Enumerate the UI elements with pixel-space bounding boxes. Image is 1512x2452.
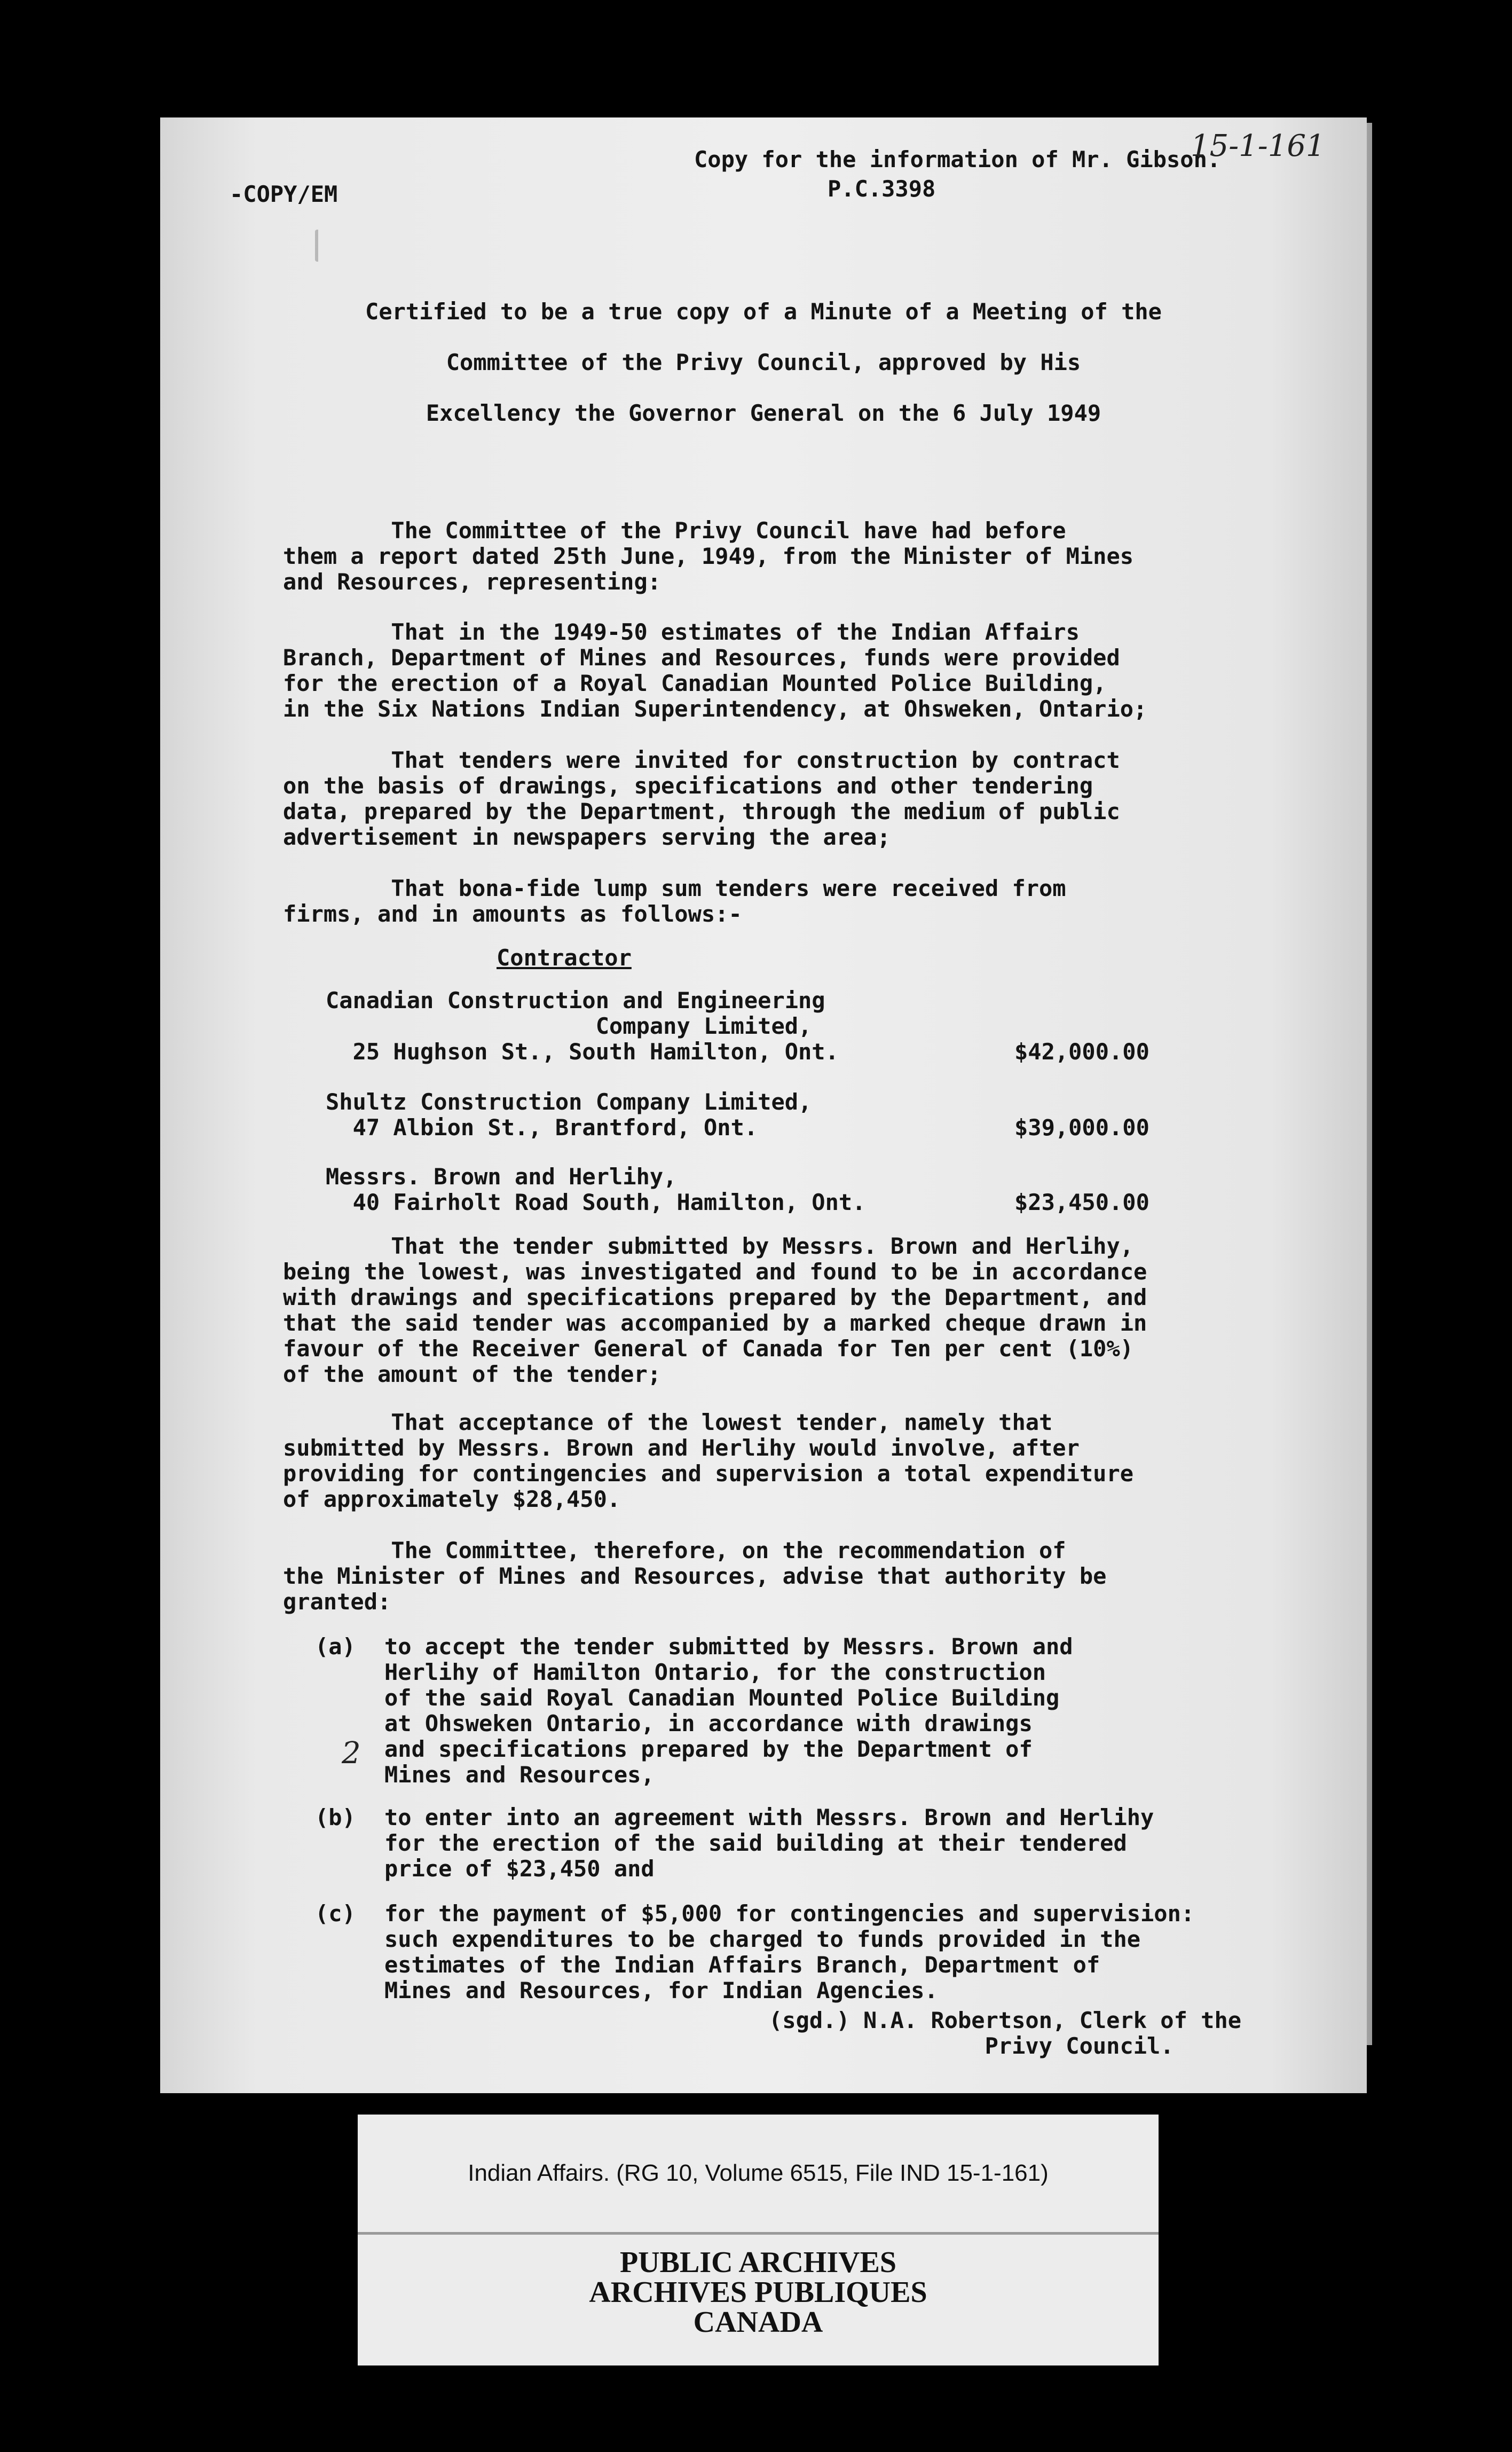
item-a-marker: (a) xyxy=(315,1633,356,1660)
archive-reference: Indian Affairs. (RG 10, Volume 6515, File IND 15-1-161) xyxy=(358,2115,1159,2235)
certification-line-1: Certified to be a true copy of a Minute of a Meeting of the xyxy=(365,298,1162,325)
archive-line-2: ARCHIVES PUBLIQUES xyxy=(589,2276,927,2309)
contractor-1-address: 25 Hughson St., South Hamilton, Ont. xyxy=(326,1039,839,1065)
copy-mark: -COPY/EM xyxy=(230,181,338,207)
pc-number: P.C.3398 xyxy=(828,176,936,202)
margin-mark: 2 xyxy=(342,1736,361,1771)
contractor-2-amount: $39,000.00 xyxy=(1014,1114,1149,1141)
item-c-text: for the payment of $5,000 for contingencies and supervision: such expenditures to be charged to funds provided in the estimates of the Indian Affairs Branch, Department of Mines and Resources, for Indian Agencies. xyxy=(384,1900,1195,2003)
contractor-1-amount: $42,000.00 xyxy=(1014,1039,1149,1065)
contractor-3-name: Messrs. Brown and Herlihy, xyxy=(326,1164,677,1190)
item-a-text: to accept the tender submitted by Messrs. Brown and Herlihy of Hamilton Ontario, for the construction of the said Royal Canadian Mounted Police Building at Ohsweken Ontario, in accordance with drawings and specifications prepared by the Department of Mines and Resources, xyxy=(384,1633,1073,1788)
item-b-marker: (b) xyxy=(315,1804,356,1830)
copy-info: Copy for the information of Mr. Gibson. xyxy=(694,146,1221,172)
archive-label xyxy=(358,2115,1159,2365)
item-c-marker: (c) xyxy=(315,1900,356,1927)
paragraph-lowest-tender: That the tender submitted by Messrs. Brown and Herlihy, being the lowest, was investigated and found to be in accordance with drawings and specifications prepared by the Department, and that the said tender was accompanied by a marked cheque drawn in favour of the Receiver General of Canada for Ten per cent (10%) of the amount of the tender; xyxy=(283,1233,1147,1387)
paragraph-estimates: That in the 1949-50 estimates of the Indian Affairs Branch, Department of Mines and Resources, funds were provided for the erection of a Royal Canadian Mounted Police Building, in the Six Nations Indian Superintendency, at Ohsweken, Ontario; xyxy=(283,619,1147,722)
certification-line-3: Excellency the Governor General on the 6 July 1949 xyxy=(426,400,1101,426)
archive-stamp xyxy=(358,2235,1159,2365)
paragraph-committee: The Committee, therefore, on the recommendation of the Minister of Mines and Resources, advise that authority be granted: xyxy=(283,1537,1107,1615)
paragraph-tenders-received: That bona-fide lump sum tenders were received from firms, and in amounts as follows:- xyxy=(283,875,1066,927)
archive-line-1: PUBLIC ARCHIVES xyxy=(619,2246,897,2279)
typed-minute xyxy=(160,117,1367,2093)
certification-line-2: Committee of the Privy Council, approved by His xyxy=(446,349,1081,375)
item-b-text: to enter into an agreement with Messrs. Brown and Herlihy for the erection of the said building at their tendered price of $23,450 and xyxy=(384,1804,1154,1882)
signature: (sgd.) N.A. Robertson, Clerk of the Privy Council. xyxy=(769,2007,1242,2059)
contractor-2-name: Shultz Construction Company Limited, xyxy=(326,1089,812,1115)
contractor-1-name: Canadian Construction and Engineering Company Limited, xyxy=(326,987,825,1039)
contractor-heading: Contractor xyxy=(497,945,632,971)
paragraph-intro: The Committee of the Privy Council have had before them a report dated 25th June, 1949, from the Minister of Mines and Resources, representing: xyxy=(283,517,1134,595)
contractor-3-address: 40 Fairholt Road South, Hamilton, Ont. xyxy=(326,1189,866,1215)
handwritten-file-number: 15-1-161 xyxy=(1191,129,1325,163)
contractor-3-amount: $23,450.00 xyxy=(1014,1189,1149,1215)
document-page xyxy=(160,117,1367,2093)
archive-line-3: CANADA xyxy=(693,2306,823,2339)
contractor-2-address: 47 Albion St., Brantford, Ont. xyxy=(326,1114,758,1141)
paragraph-acceptance: That acceptance of the lowest tender, namely that submitted by Messrs. Brown and Herlihy would involve, after providing for contingencies and supervision a total expenditure of approximately $28,450. xyxy=(283,1409,1134,1512)
paragraph-tenders-invited: That tenders were invited for construction by contract on the basis of drawings, specifications and other tendering data, prepared by the Department, through the medium of public advertisement in newspapers serving the area; xyxy=(283,747,1120,850)
